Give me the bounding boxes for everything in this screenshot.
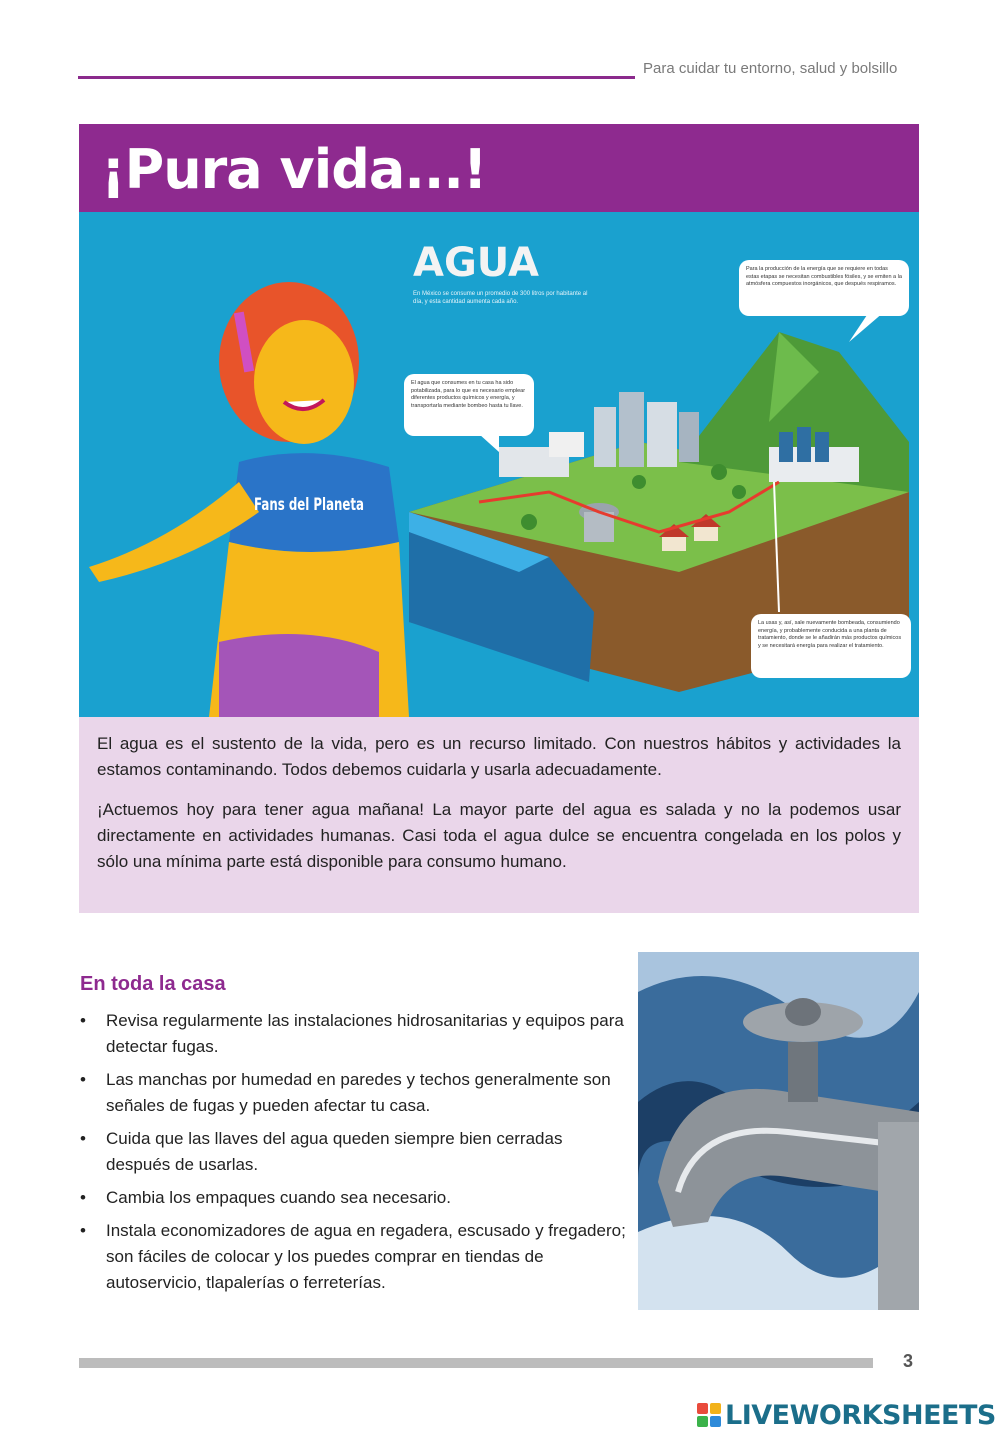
list-item: • Las manchas por humedad en paredes y techos generalmente son señales de fugas y pueden afectar tu casa.	[80, 1067, 630, 1119]
agua-subtitle: En México se consume un promedio de 300 litros por habitante al día, y esta cantidad aumenta cada año.	[413, 291, 588, 305]
list-item: • Cambia los empaques cuando sea necesario.	[80, 1185, 630, 1211]
faucet-wall-pipe	[878, 1122, 919, 1310]
tree	[521, 514, 537, 530]
section-title: En toda la casa	[80, 973, 226, 995]
tree	[632, 475, 646, 489]
page-title: ¡Pura vida...!	[101, 138, 487, 201]
building-1	[594, 407, 616, 467]
energy-bubble: Para la producción de la energía que se requiere en todas estas etapas se necesitan combustibles fósiles, y se emiten a la atmósfera compuestos inorgánicos, que después respiramos.	[739, 260, 909, 316]
info-box	[79, 717, 919, 913]
building-4	[679, 412, 699, 462]
tree	[711, 464, 727, 480]
building-3	[647, 402, 677, 467]
faucet-handle-center	[785, 998, 821, 1026]
plant-building	[549, 432, 584, 457]
info-paragraph-2: ¡Actuemos hoy para tener agua mañana! La mayor parte del agua es salada y no la podemos usar directamente en actividades humanas. Casi toda el agua dulce se encuentra congelada en los polos y sólo una mínima parte está disponible para consumo humano.	[97, 800, 901, 871]
brand-name: LIVEWORKSHEETS	[725, 1399, 996, 1431]
bubble-tail-2	[479, 434, 499, 452]
water-cycle-illustration	[79, 212, 919, 717]
tank-3	[815, 432, 829, 462]
header-rule	[78, 76, 635, 79]
girl-pants	[219, 634, 379, 717]
page-number: 3	[903, 1351, 914, 1371]
girl-face	[254, 320, 354, 444]
girl-character	[89, 282, 409, 717]
house-1	[662, 537, 686, 551]
faucet-art	[638, 952, 919, 1310]
liveworksheets-icon	[697, 1403, 721, 1427]
agua-heading: AGUA	[413, 240, 539, 286]
tips-list	[80, 1008, 630, 1303]
bubble-tail-1	[849, 312, 884, 342]
running-title: Para cuidar tu entorno, salud y bolsillo	[643, 60, 898, 77]
potable-bubble: El agua que consumes en tu casa ha sido potabilizada, para lo que es necesario emplear diferentes productos químicos y energía, y transportarla mediante bombeo hasta tu llave.	[404, 374, 534, 436]
treatment-bubble: La usas y, así, sale nuevamente bombeada, consumiendo energía, y probablemente conducida a una planta de tratamiento, donde se le añadirán más productos químicos y se necesitará energía para realizar el tratamiento.	[751, 614, 911, 678]
tank-2	[797, 427, 811, 462]
tank-1	[779, 432, 793, 462]
faucet-image	[638, 952, 919, 1310]
footer-bar	[79, 1358, 873, 1368]
list-item: • Instala economizadores de agua en regadera, escusado y fregadero; son fáciles de colocar y los puedes comprar en tiendas de autoservicio, tlapalerías o ferreterías.	[80, 1218, 630, 1296]
shirt-text: Fans del Planeta	[254, 495, 364, 515]
house-2	[694, 527, 718, 541]
info-paragraph-1: El agua es el sustento de la vida, pero es un recurso limitado. Con nuestros hábitos y actividades la estamos contaminando. Todos debemos cuidarla y usarla adecuadamente.	[97, 734, 901, 779]
list-item: • Cuida que las llaves del agua queden siempre bien cerradas después de usarlas.	[80, 1126, 630, 1178]
tree	[732, 485, 746, 499]
brand-logo[interactable]	[697, 1398, 996, 1432]
list-item: • Revisa regularmente las instalaciones hidrosanitarias y equipos para detectar fugas.	[80, 1008, 630, 1060]
building-2	[619, 392, 644, 467]
title-banner	[79, 124, 919, 212]
faucet-stem	[788, 1042, 818, 1102]
